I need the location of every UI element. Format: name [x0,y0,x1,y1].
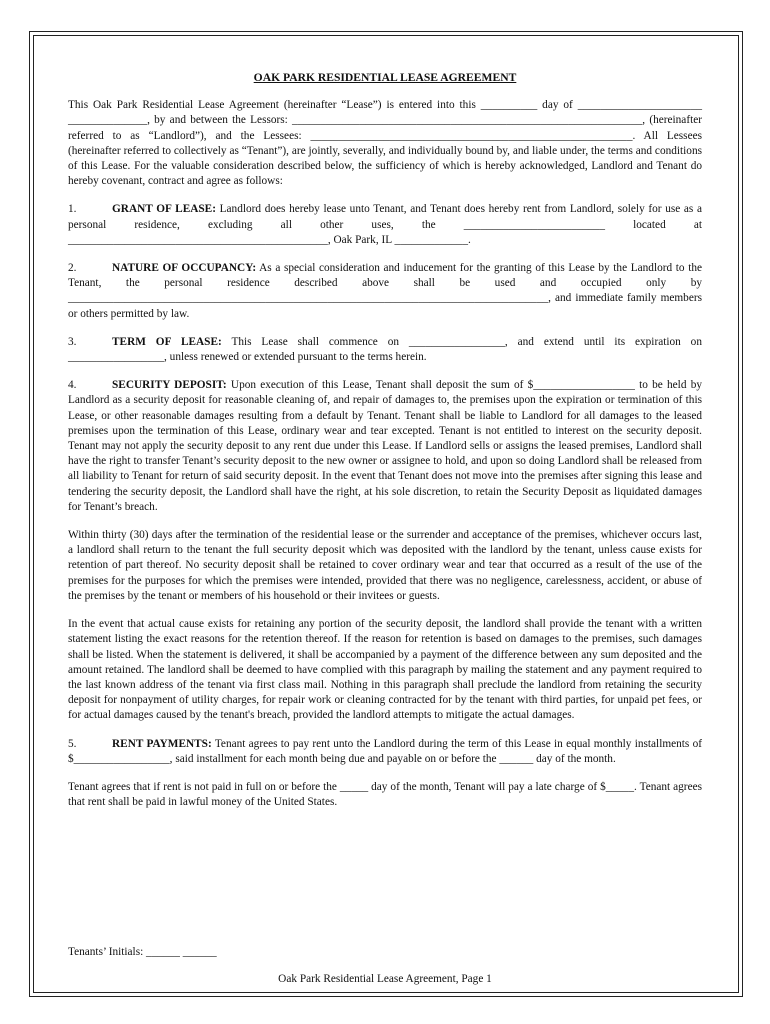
section-grant-of-lease [68,202,702,248]
section-number: 4. [68,379,77,392]
section-text: This Lease shall commence on _________________, and extend until its expiration on _________________, unless renewed or extended pursuant to the terms herein. [68,335,702,364]
deposit-return-paragraph: Within thirty (30) days after the termination of the residential lease or the surrender and acceptance of the premises, whichever occurs last, a landlord shall return to the tenant the full security deposit which was deposited with the landlord by the tenant, unless cause exists for retention of part thereof. No security deposit shall be retained to cover ordinary wear and tear that occurred as a result of the use of the premises for the purposes for which the premises were intended, provided that there was no negligence, carelessness, accident, or abuse of the premises by the tenant or members of his household or their invitees or guests. [68,529,702,602]
late-charge-paragraph: Tenant agrees that if rent is not paid in full on or before the _____ day of the month, Tenant will pay a late charge of $_____. Tenant agrees that rent shall be paid in lawful money of the United States. [68,780,702,809]
section-heading: RENT PAYMENTS: [112,737,212,750]
document-title: OAK PARK RESIDENTIAL LEASE AGREEMENT [253,71,517,84]
intro-paragraph: This Oak Park Residential Lease Agreement (hereinafter “Lease”) is entered into this __________ day of ______________________ ______________, by and between the Lessors: ______________________________________________________________, (hereinafter referred to as “Landlord”), and the Lessees: _________________________________________________________. All Lessees (hereinafter referred to collectively as “Tenant”), are jointly, severally, and individually bound by, and liable under, the terms and conditions of this Lease. For the valuable consideration described below, the sufficiency of which is hereby acknowledged, Landlord and Tenant do hereby covenant, contract and agree as follows: [68,99,702,188]
section-text: Upon execution of this Lease, Tenant shall deposit the sum of $__________________ to be held by Landlord as a security deposit for reasonable cleaning of, and repair of damages to, the premises upon the expiration or termination of this Lease, or other reasonable damages resulting from a default by Tenant. Tenant shall be liable to Landlord for all damages to the leased premises upon the termination of this Lease, ordinary wear and tear excepted. Tenant is not entitled to interest on the security deposit. Tenant may not apply the security deposit to any rent due under this Lease. If Landlord sells or assigns the leased premises, Landlord shall have the right to transfer Tenant’s security deposit to the new owner or assignee to hold, and upon so doing Landlord shall be released from all liability to Tenant for return of said security deposit. In the event that Tenant does not move into the premises after signing this lease and tendering the security deposit, the Landlord shall have the right, at his sole discretion, to retain the Security Deposit as liquidated damages for Tenant’s breach. [68,379,702,513]
section-heading: NATURE OF OCCUPANCY: [112,262,257,275]
section-number: 5. [68,737,77,750]
section-security-deposit [68,378,702,515]
section-heading: SECURITY DEPOSIT: [112,379,227,392]
deposit-retention-paragraph: In the event that actual cause exists for retaining any portion of the security deposit, the landlord shall provide the tenant with a written statement listing the exact reasons for the retention thereof. If the reason for retention is based on damages to the premises, such damages shall be listed. When the statement is delivered, it shall be accompanied by a payment of the difference between any sum deposited and the amount retained. The landlord shall be deemed to have complied with this paragraph by mailing the statement and any payment required to the last known address of the tenant via first class mail. Nothing in this paragraph shall preclude the landlord from retaining the security deposit for nonpayment of utility charges, for repair work or cleaning contracted for by the tenant with third parties, for unpaid pet fees, or for actual damages caused by the tenant's breach, provided the landlord attempts to mitigate the actual damages. [68,618,702,722]
lease-document [68,70,702,823]
section-rent-payments [68,737,702,767]
section-term-of-lease [68,335,702,365]
section-text: Tenant agrees to pay rent unto the Landlord during the term of this Lease in equal monthly installments of $_________________, said installment for each month being due and payable on or before the ______ day of the month. [68,737,703,765]
section-number: 3. [68,335,77,348]
section-text: Landlord does hereby lease unto Tenant, and Tenant does hereby rent from Landlord, solely for use as a personal residence, excluding all other uses, the _________________________ located at ______________________________________________, Oak Park, IL _____________. [68,203,702,246]
section-number: 1. [68,203,77,216]
section-nature-of-occupancy [68,261,702,322]
tenant-initials-line: Tenants’ Initials: ______ ______ [68,946,217,958]
section-text: As a special consideration and inducement for the granting of this Lease by the Landlord to the Tenant, the personal residence described above shall be used and occupied only by _____________________________________________________________________________________, and immediate family members or others permitted by law. [68,262,703,320]
section-number: 2. [68,262,77,275]
section-heading: GRANT OF LEASE: [112,203,216,216]
section-heading: TERM OF LEASE: [112,335,222,348]
page-footer: Oak Park Residential Lease Agreement, Page 1 [278,973,492,985]
